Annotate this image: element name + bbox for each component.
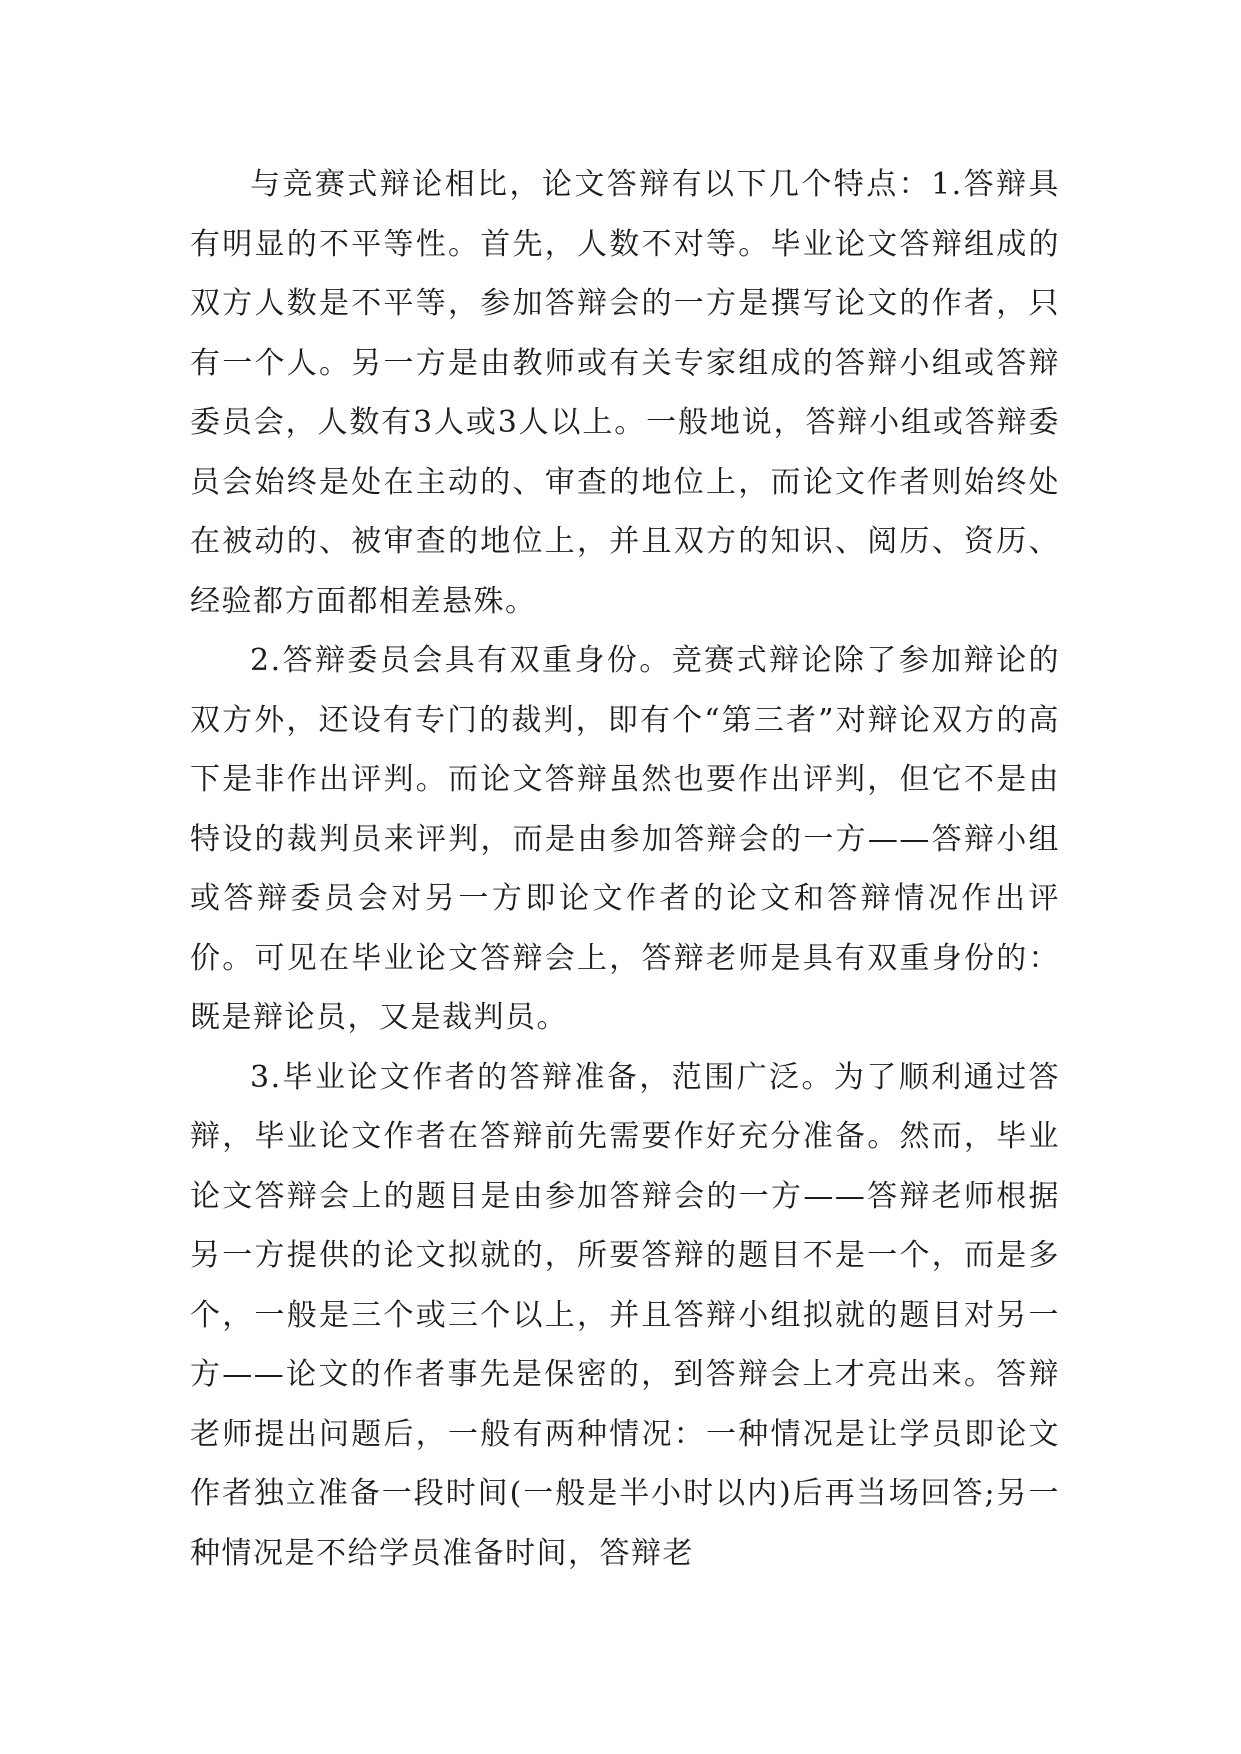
paragraph-features-intro: 与竞赛式辩论相比，论文答辩有以下几个特点：1.答辩具有明显的不平等性。首先，人数不对等。毕业论文答辩组成的双方人数是不平等，参加答辩会的一方是撰写论文的作者，只有一个人。另一方是由教师或有关专家组成的答辩小组或答辩委员会，人数有3人或3人以上。一般地说，答辩小组或答辩委员会始终是处在主动的、审查的地位上，而论文作者则始终处在被动的、被审查的地位上，并且双方的知识、阅历、资历、经验都方面都相差悬殊。 xyxy=(190,167,1060,619)
paragraph-dual-identity: 2.答辩委员会具有双重身份。竞赛式辩论除了参加辩论的双方外，还设有专门的裁判，即有个“第三者”对辩论双方的高下是非作出评判。而论文答辩虽然也要作出评判，但它不是由特设的裁判员来评判，而是由参加答辩会的一方——答辩小组或答辩委员会对另一方即论文作者的论文和答辩情况作出评价。可见在毕业论文答辩会上，答辩老师是具有双重身份的：既是辩论员，又是裁判员。 xyxy=(190,643,1060,1035)
paragraph-preparation-scope: 3.毕业论文作者的答辩准备，范围广泛。为了顺利通过答辩，毕业论文作者在答辩前先需要作好充分准备。然而，毕业论文答辩会上的题目是由参加答辩会的一方——答辩老师根据另一方提供的论文拟就的，所要答辩的题目不是一个，而是多个，一般是三个或三个以上，并且答辩小组拟就的题目对另一方——论文的作者事先是保密的，到答辩会上才亮出来。答辩老师提出问题后，一般有两种情况：一种情况是让学员即论文作者独立准备一段时间(一般是半小时以内)后再当场回答;另一种情况是不给学员准备时间，答辩老 xyxy=(190,1059,1060,1571)
document-page xyxy=(190,155,1060,1583)
